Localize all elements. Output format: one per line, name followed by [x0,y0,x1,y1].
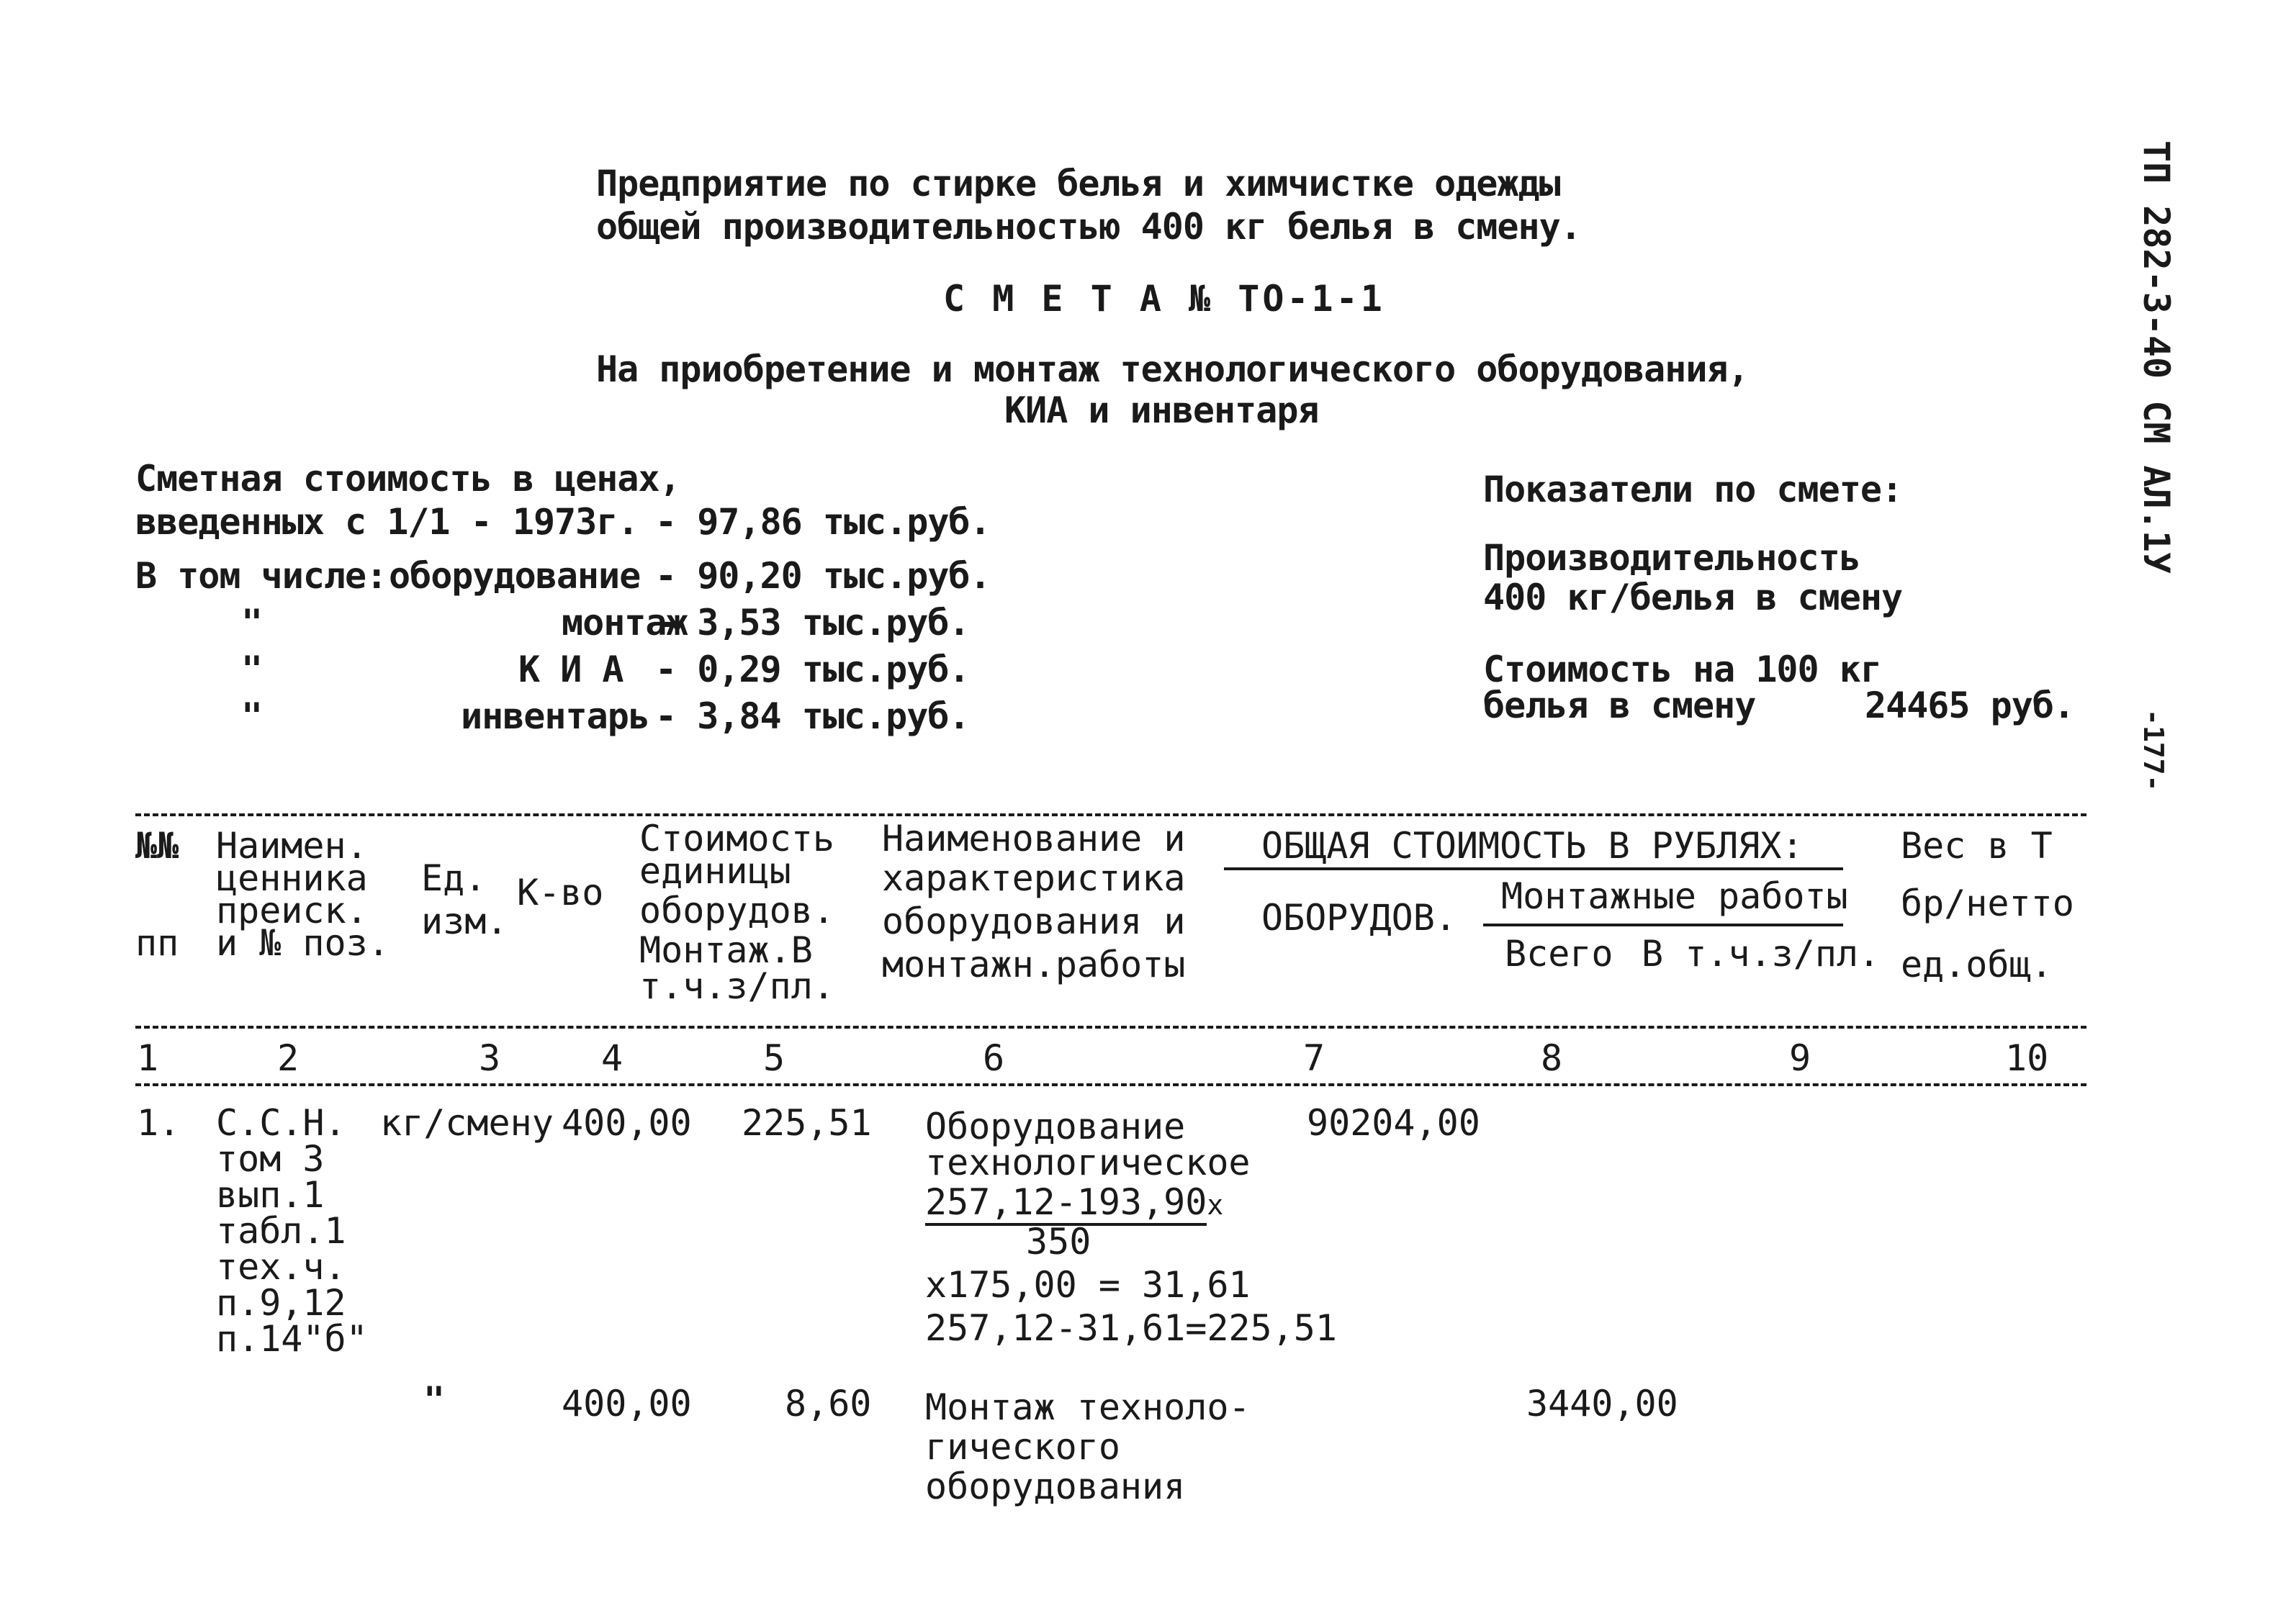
row-source: п.9,12 [216,1282,346,1324]
colnum: 1 [137,1037,159,1079]
fraction-multiply: x [1207,1189,1224,1221]
cost-item-value: - 3,84 тыс.руб. [655,695,970,737]
cost-item-value: - 3,53 тыс.руб. [655,602,970,644]
header-col5-line5: т.ч.з/пл. [639,965,834,1007]
row-source: п.14"б" [216,1318,368,1360]
header-col6-line2: характеристика [882,857,1186,899]
row-source: вып.1 [216,1174,325,1216]
table-header-rule [135,1026,2086,1029]
header-col5: Стоимость [639,818,834,859]
colnum: 8 [1541,1037,1563,1079]
document-title: Предприятие по стирке белья и химчистке одежды [596,163,1560,204]
side-document-code: ТП 282-3-40 СМ АЛ.1У [2135,140,2177,574]
header-total-cost: ОБЩАЯ СТОИМОСТЬ В РУБЛЯХ: [1261,825,1804,867]
colnum: 7 [1303,1037,1325,1079]
header-col6-line3: оборудования и [882,900,1186,942]
header-col2-line3: преиск. [216,890,368,931]
colnum: 6 [983,1037,1005,1079]
header-col1: №№ [135,825,179,867]
row-description-line2: технологическое [925,1142,1251,1183]
header-col1-line2: пп [135,922,179,964]
header-col5-line2: единицы [639,850,791,892]
page-number: -177- [2138,709,2169,792]
row-fraction [925,1181,1224,1223]
cost-incl-label: В том числе: [135,555,387,597]
header-weight: Вес в Т [1901,825,2053,867]
header-col5-line4: Монтаж.В [639,929,813,971]
ditto-mark: " [241,695,263,737]
ditto-mark: " [423,1379,446,1421]
row-quantity: 400,00 [562,1383,692,1425]
indicator-cost: Стоимость на 100 кг [1483,649,1881,690]
cost-item-label: инвентарь [461,695,649,737]
header-mont-all: Всего [1505,933,1613,975]
indicators-title: Показатели по смете: [1483,469,1903,510]
header-col5-line3: оборудов. [639,890,834,931]
estimate-subtitle: На приобретение и монтаж технологического оборудования, [596,348,1749,390]
header-col6: Наименование и [882,818,1186,859]
row-source: табл.1 [216,1210,346,1252]
indicator-cost-value: 24465 руб. [1865,685,2075,726]
indicator-productivity-value: 400 кг/белья в смену [1483,577,1903,618]
header-weight-line2: бр/нетто [1901,883,2074,924]
mont-rule [1483,924,1843,926]
row-unit-cost: 225,51 [742,1102,872,1144]
estimate-subtitle-line2: КИА и инвентаря [1004,389,1319,431]
document-title-line2: общей производительностью 400 кг белья в смену. [596,206,1581,248]
cost-line1: Сметная стоимость в ценах, [135,458,680,500]
cost-item-value: - 90,20 тыс.руб. [655,555,991,597]
estimate-number: С М Е Т А № ТО-1-1 [943,278,1385,320]
fraction-numerator: 257,12-193,90 [925,1181,1207,1226]
header-col6-line4: монтажн.работы [882,944,1186,985]
row-source: С.С.Н. [216,1102,346,1144]
row-unit: кг/смену [380,1102,554,1144]
ditto-mark: " [241,602,263,644]
total-cost-rule [1224,867,1843,870]
header-col2: Наимен. [216,825,368,867]
header-col4: К-во [517,872,604,913]
cost-line2: введенных с 1/1 - 1973г. [135,501,639,543]
header-equipment: ОБОРУДОВ. [1261,897,1457,939]
header-col2-line4: и № поз. [216,922,390,964]
row-mont-total: 3440,00 [1526,1383,1678,1425]
cost-item-label: монтаж [562,602,688,644]
header-mont-works: Монтажные работы [1501,875,1848,917]
ditto-mark: " [241,649,263,690]
header-col3: Ед. [421,857,487,899]
cost-total: - 97,86 тыс.руб. [655,501,991,543]
table-top-rule [135,813,2086,816]
row-description-line3: оборудования [925,1466,1186,1507]
fraction-denominator: 350 [1026,1221,1091,1263]
row-calc: x175,00 = 31,61 [925,1264,1251,1306]
header-weight-line3: ед.общ. [1901,944,2053,985]
row-description: Монтаж техноло- [925,1386,1251,1428]
cost-item-label: К И А [518,649,623,690]
table-colnum-rule [135,1083,2086,1086]
colnum: 9 [1789,1037,1811,1079]
colnum: 3 [479,1037,501,1079]
row-source: том 3 [216,1138,325,1180]
row-calc-line2: 257,12-31,61=225,51 [925,1307,1337,1349]
cost-item-label: оборудование [389,555,641,597]
row-source: тех.ч. [216,1246,346,1288]
header-col3-line2: изм. [421,900,508,942]
row-unit-cost: 8,60 [785,1383,872,1425]
indicator-productivity: Производительность [1483,537,1860,579]
row-description-line2: гического [925,1426,1120,1468]
row-description: Оборудование [925,1106,1186,1147]
colnum: 4 [601,1037,623,1079]
colnum: 2 [277,1037,300,1079]
indicator-cost-line2: белья в смену [1483,685,1756,726]
row-number: 1. [137,1102,181,1144]
colnum: 5 [763,1037,785,1079]
cost-item-value: - 0,29 тыс.руб. [655,649,970,690]
row-equipment-total: 90204,00 [1307,1102,1480,1144]
row-quantity: 400,00 [562,1102,692,1144]
header-mont-wage: В т.ч.з/пл. [1642,933,1881,975]
header-col2-line2: ценника [216,857,368,899]
colnum: 10 [2005,1037,2049,1079]
